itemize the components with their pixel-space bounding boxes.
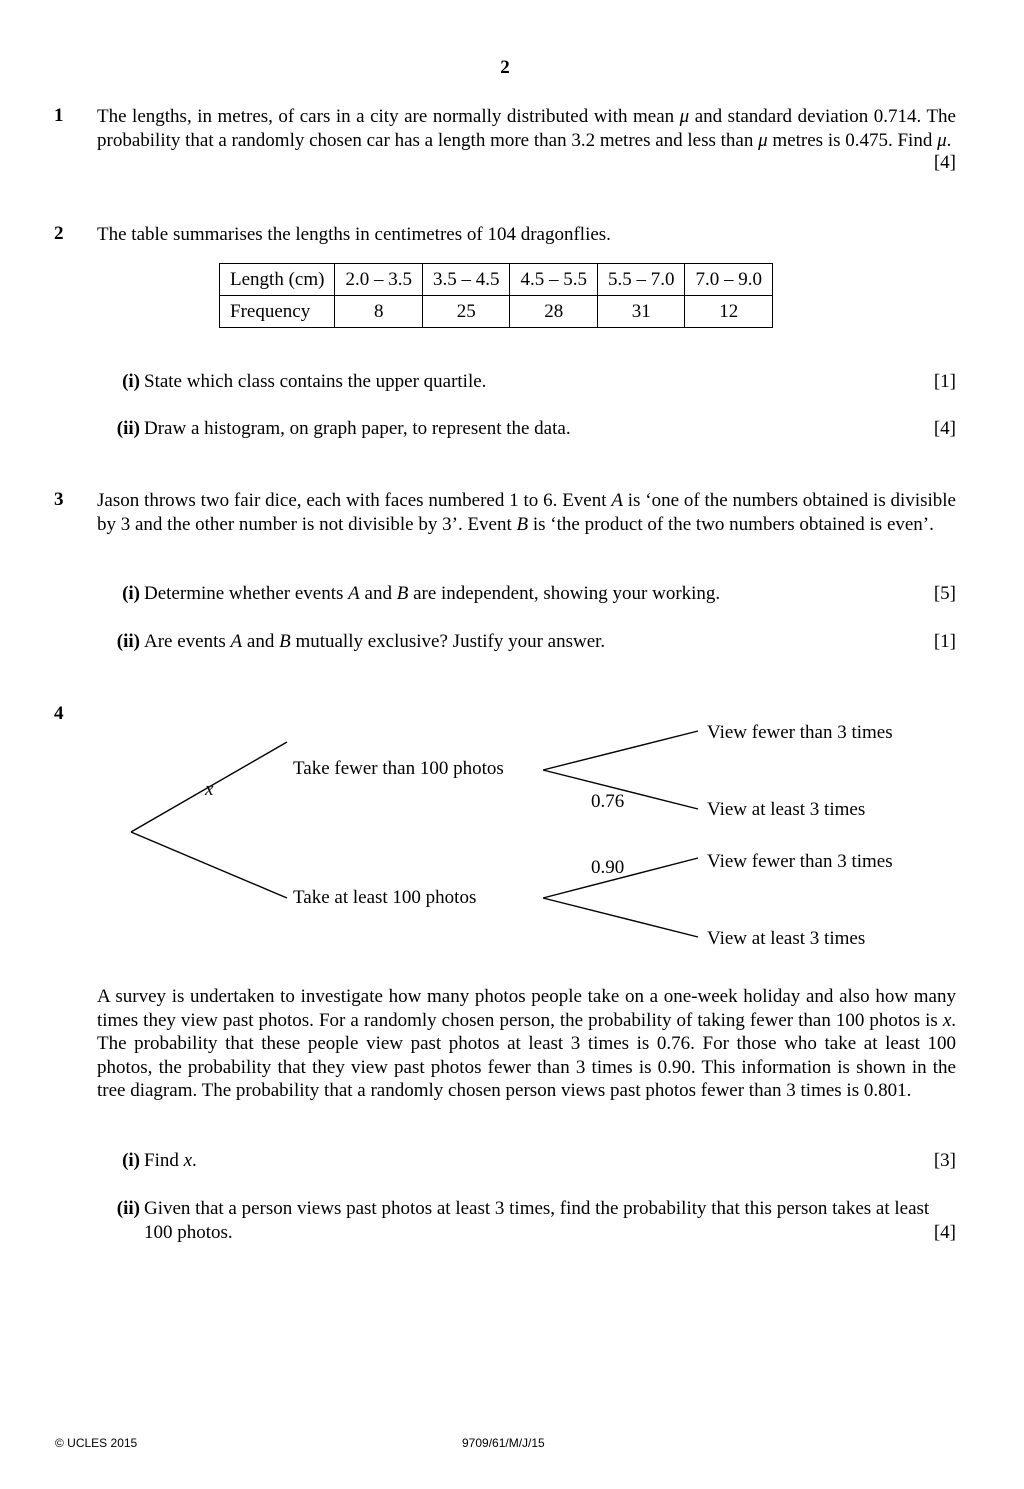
tree-prob-lower: 0.90 — [591, 857, 625, 878]
frequency-table — [219, 263, 773, 328]
table-cell: 3.5 – 4.5 — [422, 264, 510, 296]
tree-prob-upper: 0.76 — [591, 791, 625, 812]
question-1-number: 1 — [54, 105, 64, 126]
table-cell: 5.5 – 7.0 — [597, 264, 685, 296]
question-2-part-i: (i) State which class contains the upper quartile. [1] — [122, 371, 956, 392]
tree-leaf-view-fewer-1: View fewer than 3 times — [707, 722, 893, 743]
table-cell: 31 — [597, 296, 685, 328]
table-cell: 25 — [422, 296, 510, 328]
tree-leaf-view-atleast-2: View at least 3 times — [707, 928, 866, 949]
question-4-text: A survey is undertaken to investigate how many photos people take on a one-week holiday and also how many times they view past photos. For a randomly chosen person, the probability of taking fewer than 100 photos is x. The probability that these people view past photos at least 3 times is 0.76. For those who take at least 100 photos, the probability that they view past photos fewer than 3 times is 0.90. This information is shown in the tree diagram. The probability that a randomly chosen person views past photos fewer than 3 times is 0.801. — [97, 986, 956, 1101]
footer-paper-code: 9709/61/M/J/15 — [462, 1436, 545, 1450]
footer-copyright: © UCLES 2015 — [55, 1436, 138, 1450]
question-3-part-i: (i) Determine whether events A and B are independent, showing your working. [5] — [122, 583, 956, 604]
tree-leaf-view-fewer-2: View fewer than 3 times — [707, 851, 893, 872]
table-cell: 8 — [335, 296, 423, 328]
table-cell: 12 — [685, 296, 773, 328]
table-row-lengths — [220, 264, 773, 296]
tree-node-fewer-photos: Take fewer than 100 photos — [293, 758, 504, 779]
question-1-marks: [4] — [933, 152, 956, 173]
table-cell: 2.0 – 3.5 — [335, 264, 423, 296]
table-header: Frequency — [220, 296, 335, 328]
question-2-intro: The table summarises the lengths in centimetres of 104 dragonflies. — [97, 224, 611, 245]
tree-leaf-view-atleast-1: View at least 3 times — [707, 799, 866, 820]
question-3-part-ii: (ii) Are events A and B mutually exclusive? Justify your answer. [1] — [116, 631, 956, 652]
question-4-number: 4 — [54, 703, 64, 724]
tree-branch-prob-x: x — [205, 779, 214, 800]
question-1-text: The lengths, in metres, of cars in a city are normally distributed with mean μ and standard deviation 0.714. The probability that a randomly chosen car has a length more than 3.2 metres and less than μ metres is 0.475. Find μ. — [97, 106, 956, 151]
table-cell: 28 — [510, 296, 598, 328]
table-row-frequency — [220, 296, 773, 328]
question-3-number: 3 — [54, 489, 64, 510]
question-2-number: 2 — [54, 223, 64, 244]
table-cell: 4.5 – 5.5 — [510, 264, 598, 296]
table-header: Length (cm) — [220, 264, 335, 296]
table-cell: 7.0 – 9.0 — [685, 264, 773, 296]
question-4-part-ii: (ii) Given that a person views past photos at least 3 times, find the probability that this person takes at least 100 photos. [4] — [116, 1198, 956, 1243]
question-4-part-i: (i) Find x. [3] — [122, 1150, 956, 1171]
page-number: 2 — [500, 57, 510, 78]
question-3-text: Jason throws two fair dice, each with faces numbered 1 to 6. Event A is ‘one of the numbers obtained is divisible by 3 and the other number is not divisible by 3’. Event B is ‘the product of the two numbers obtained is even’. — [97, 490, 956, 535]
question-2-part-ii: (ii) Draw a histogram, on graph paper, to represent the data. [4] — [116, 418, 956, 439]
tree-node-atleast-photos: Take at least 100 photos — [293, 887, 477, 908]
